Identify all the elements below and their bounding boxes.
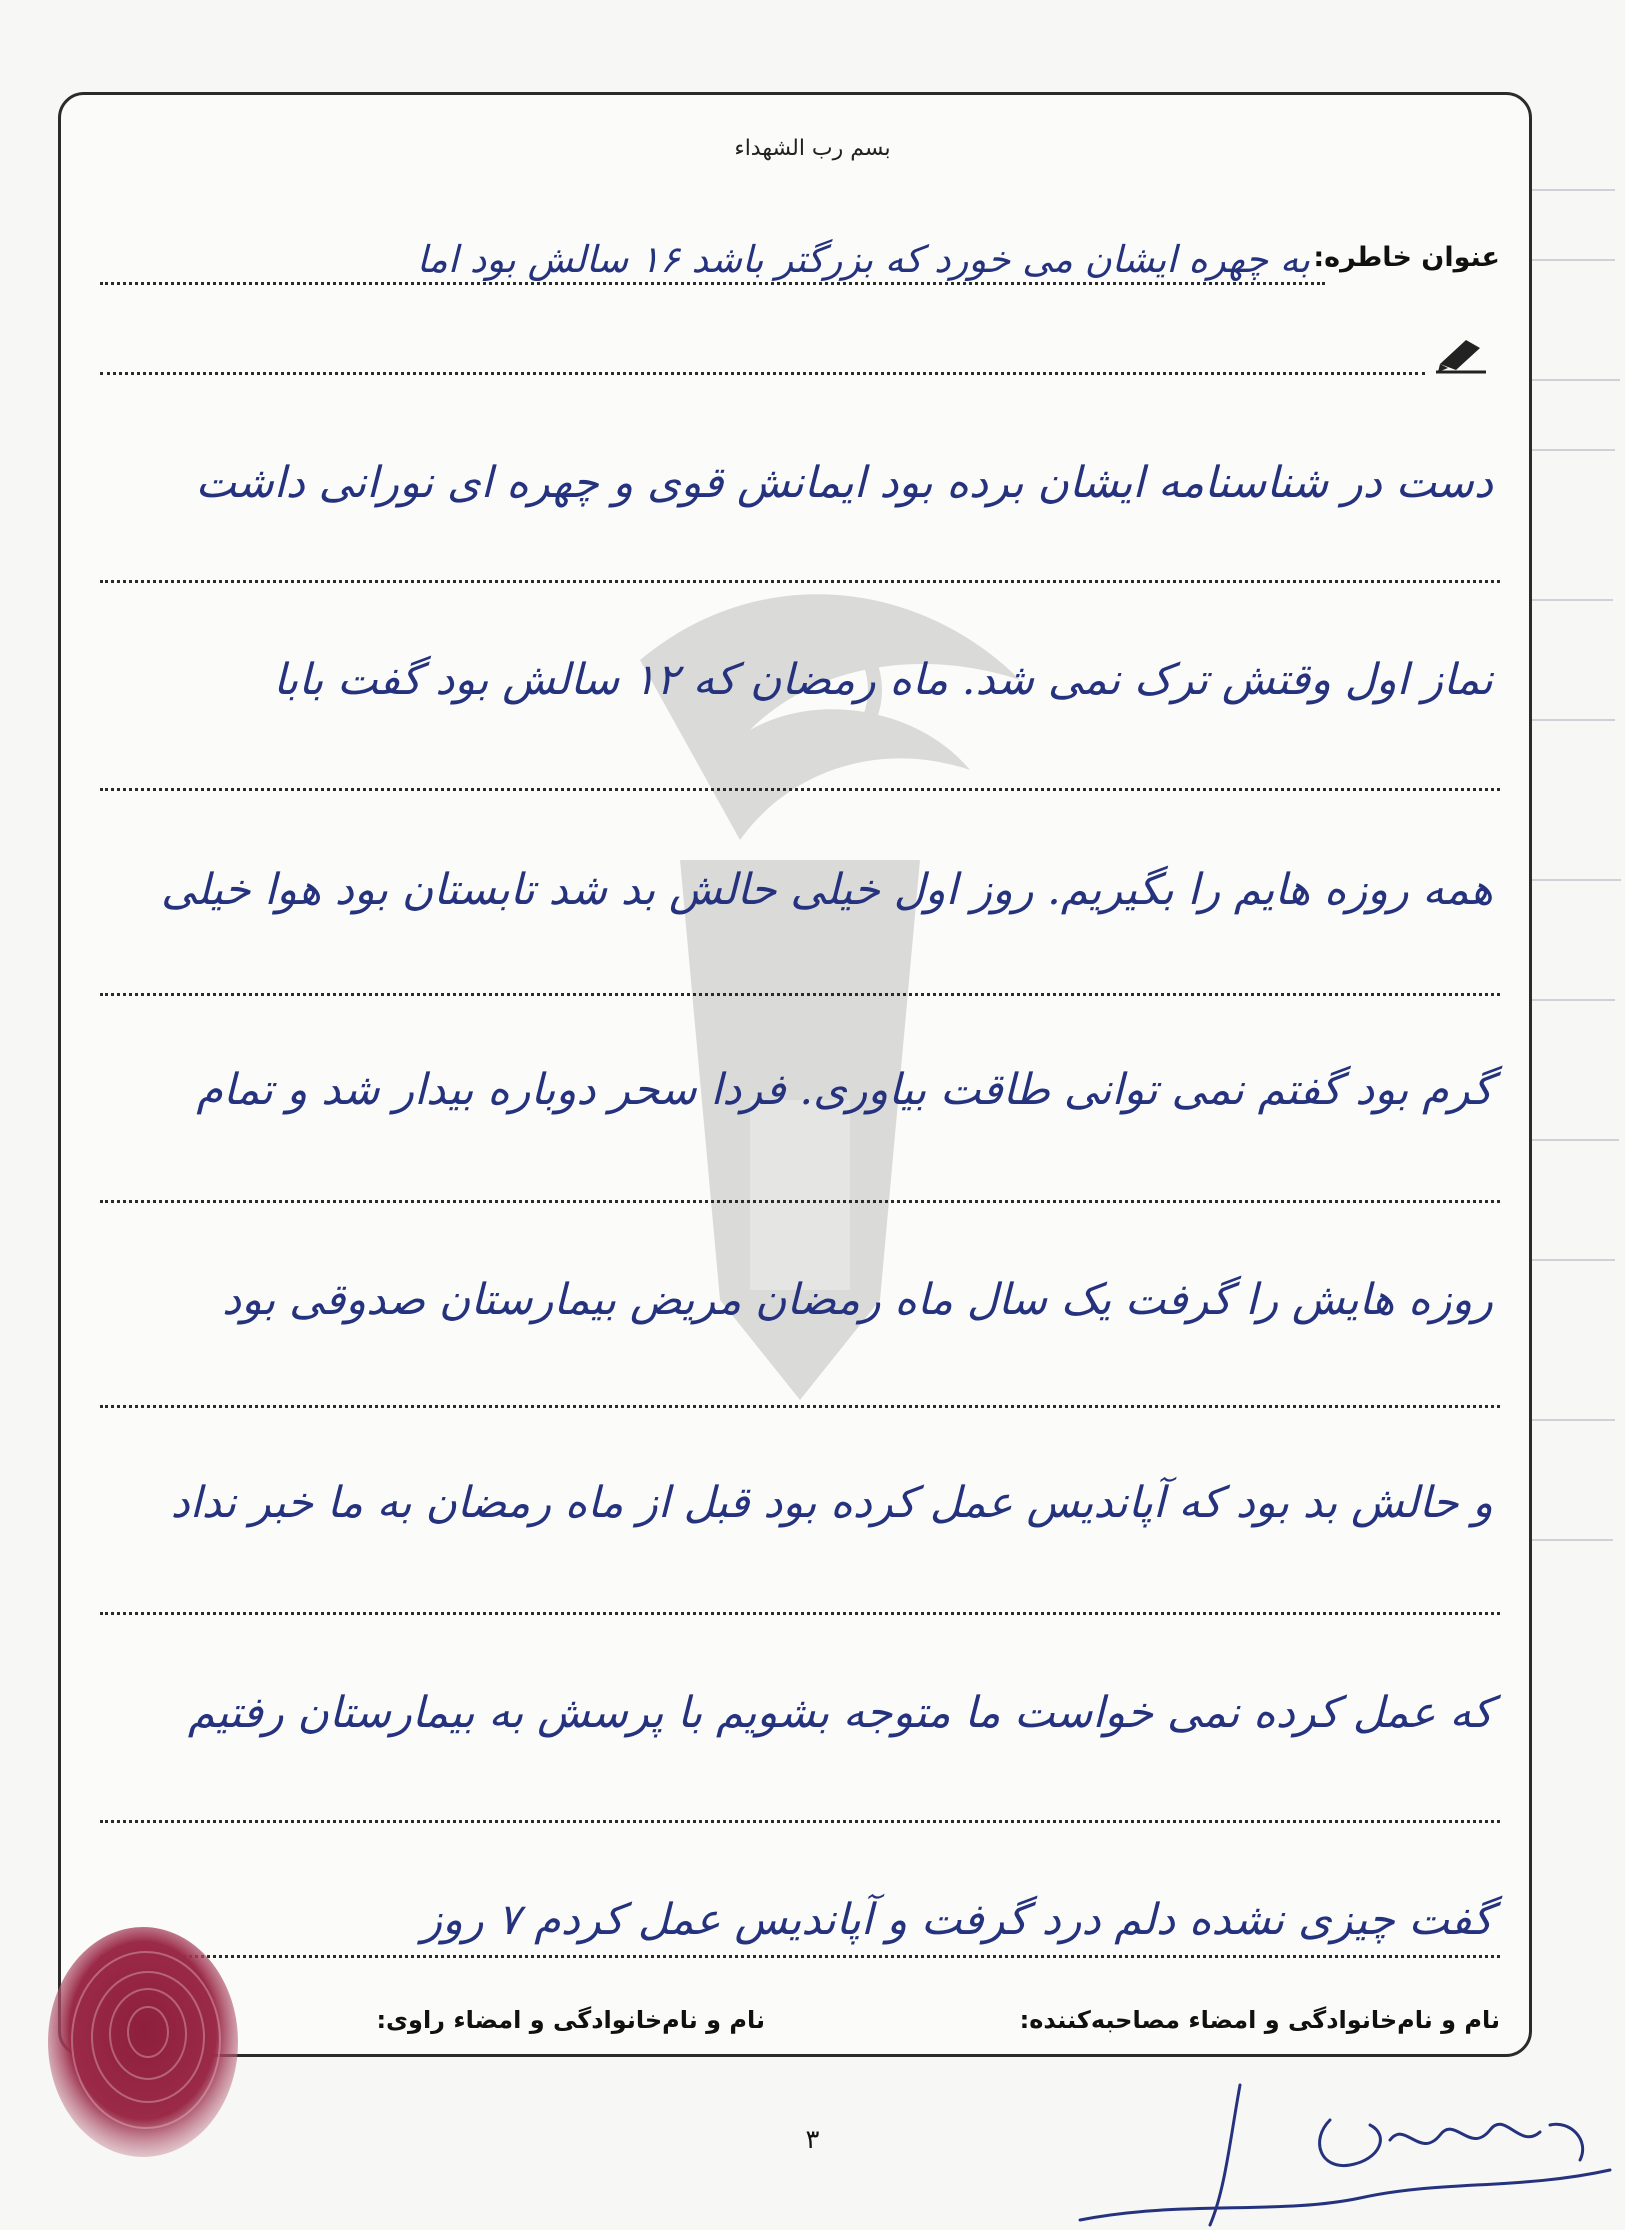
dotted-line — [100, 1820, 1500, 1823]
memoir-title-value: به چهره ایشان می خورد که بزرگتر باشد ۱۶ سالش بود اما — [416, 238, 1310, 281]
page-heading: بسم رب الشهداء — [734, 136, 891, 161]
handwritten-line-6: و حالش بد بود که آپاندیس عمل کرده بود قبل از ماه رمضان به ما خبر نداد — [170, 1478, 1493, 1528]
dotted-line — [100, 1200, 1500, 1203]
dotted-line — [100, 372, 1425, 375]
handwritten-line-4: گرم بود گفتم نمی توانی طاقت بیاوری. فردا سحر دوباره بیدار شد و تمام — [196, 1065, 1493, 1115]
interviewer-signature-label: نام و نام‌خانوادگی و امضاء مصاحبه‌کننده: — [1019, 2006, 1500, 2034]
dotted-line — [100, 788, 1500, 791]
handwritten-line-8: گفت چیزی نشده دلم درد گرفت و آپاندیس عمل کردم ۷ روز — [421, 1895, 1493, 1945]
dotted-line — [100, 1955, 1500, 1958]
memoir-title-label: عنوان خاطره: — [1313, 242, 1500, 273]
dotted-line — [100, 1405, 1500, 1408]
dotted-line — [100, 993, 1500, 996]
handwritten-line-2: نماز اول وقتش ترک نمی شد. ماه رمضان که ۱۲ سالش بود گفت بابا — [273, 655, 1493, 705]
dotted-line — [100, 1612, 1500, 1615]
handwritten-signature — [1060, 2080, 1620, 2230]
narrator-signature-label: نام و نام‌خانوادگی و امضاء راوی: — [376, 2006, 765, 2034]
handwritten-line-5: روزه هایش را گرفت یک سال ماه رمضان مریض بیمارستان صدوقی بود — [221, 1275, 1493, 1325]
handwritten-line-3: همه روزه هایم را بگیریم. روز اول خیلی حالش بد شد تابستان بود هوا خیلی — [161, 865, 1493, 915]
handwritten-line-7: که عمل کرده نمی خواست ما متوجه بشویم با پرسش به بیمارستان رفتیم — [187, 1688, 1493, 1738]
dotted-line — [100, 580, 1500, 583]
page-number: ۳ — [805, 2125, 820, 2155]
dotted-line — [100, 282, 1325, 285]
pen-icon — [1436, 334, 1486, 374]
handwritten-line-1: دست در شناسنامه ایشان برده بود ایمانش قوی و چهره ای نورانی داشت — [195, 458, 1493, 508]
